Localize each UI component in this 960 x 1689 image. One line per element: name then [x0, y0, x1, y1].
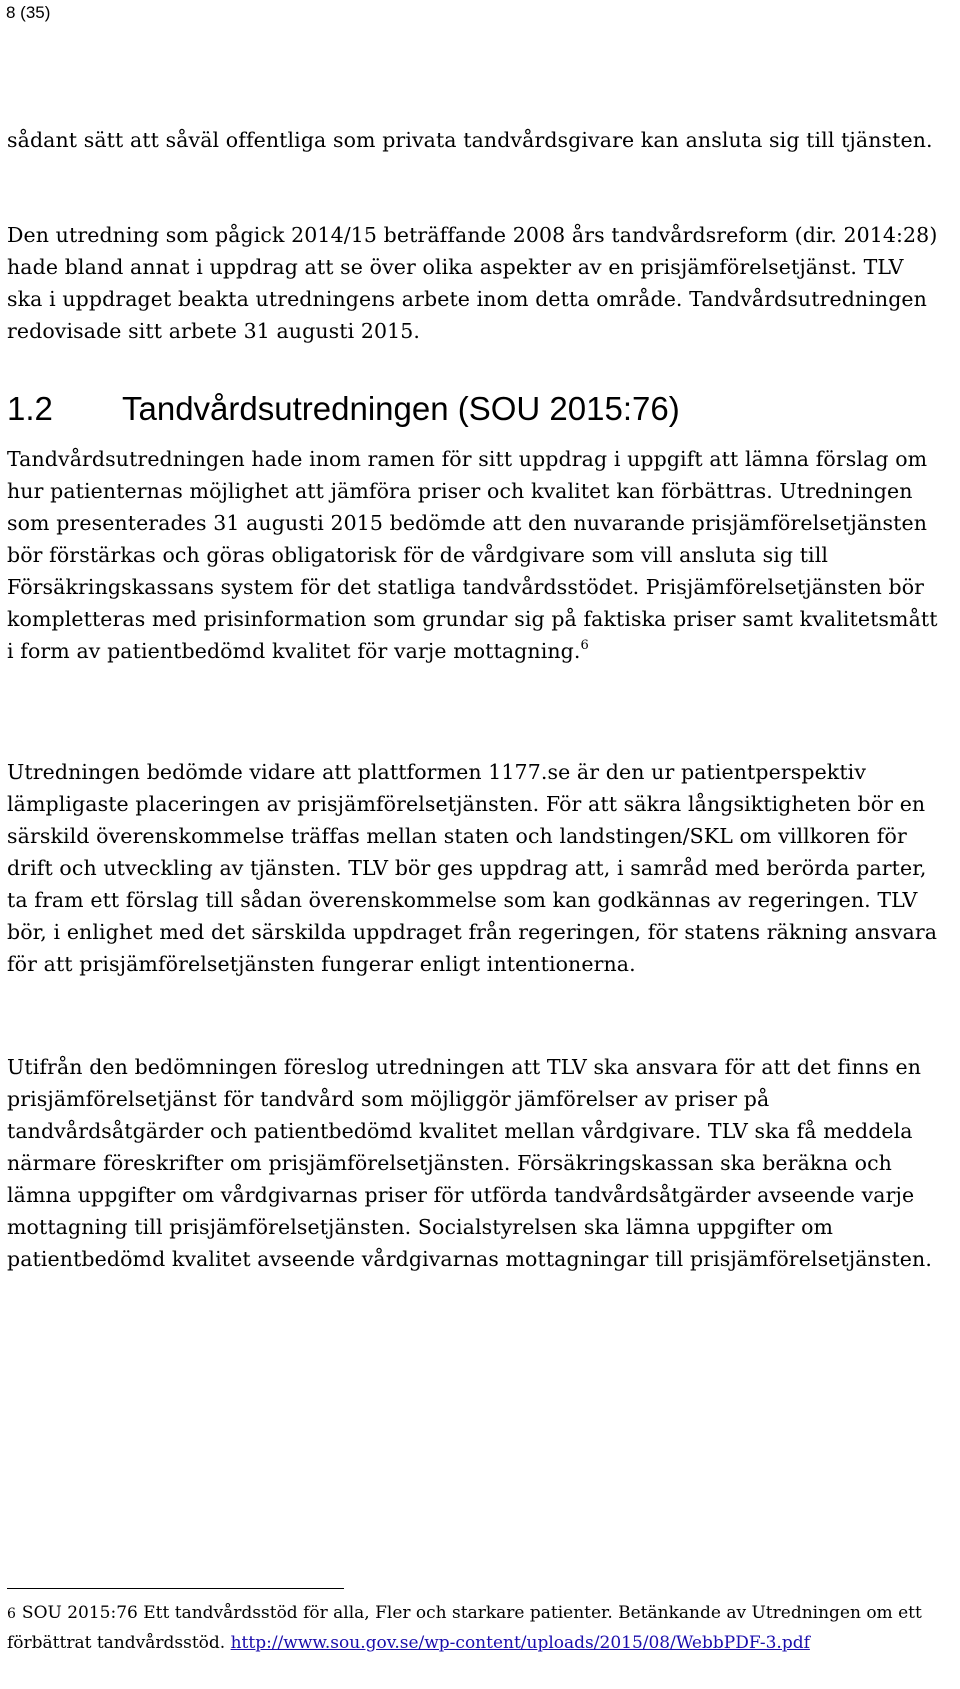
paragraph-platform: Utredningen bedömde vidare att plattformen 1177.se är den ur patientperspektiv lämpligaste placeringen av prisjämförelsetjänsten. För att säkra långsiktigheten bör en särskild överenskommelse träffas mellan staten och landstingen/SKL om villkoren för drift och utveckling av tjänsten. TLV bör ges uppdrag att, i samråd med berörda parter, ta fram ett förslag till sådan överenskommelse som kan godkännas av regeringen. TLV bör, i enlighet med det särskilda uppdraget från regeringen, för statens räkning ansvara för att prisjämförelsetjänsten fungerar enligt intentionerna.	[7, 760, 938, 976]
footnote	[7, 1599, 942, 1658]
paragraph-responsibility: Utifrån den bedömningen föreslog utredningen att TLV ska ansvara för att det finns en prisjämförelsetjänst för tandvård som möjliggör jämförelser av priser på tandvårdsåtgärder och patientbedömd kvalitet mellan vårdgivare. TLV ska få meddela närmare föreskrifter om prisjämförelsetjänsten. Försäkringskassan ska beräkna och lämna uppgifter om vårdgivarnas priser för utförda tandvårdsåtgärder avseende varje mottagning till prisjämförelsetjänsten. Socialstyrelsen ska lämna uppgifter om patientbedömd kvalitet avseende vårdgivarnas mottagningar till prisjämförelsetjänsten.	[7, 1055, 932, 1271]
paragraph-proposal-text: Tandvårdsutredningen hade inom ramen för sitt uppdrag i uppgift att lämna förslag om hur patienternas möjlighet att jämföra priser och kvalitet kan förbättras. Utredningen som presenterades 31 augusti 2015 bedömde att den nuvarande prisjämförelsetjänsten bör förstärkas och göras obligatorisk för de vårdgivare som vill ansluta sig till Försäkringskassans system för det statliga tandvårdsstödet. Prisjämförelsetjänsten bör kompletteras med prisinformation som grundar sig på faktiska priser samt kvalitetsmått i form av patientbedömd kvalitet för varje mottagning.	[7, 447, 938, 663]
paragraph-continuation: sådant sätt att såväl offentliga som privata tandvårdsgivare kan ansluta sig till tjänsten.	[7, 128, 933, 152]
footnote-reference[interactable]: 6	[580, 638, 589, 653]
paragraph-investigation: Den utredning som pågick 2014/15 beträffande 2008 års tandvårdsreform (dir. 2014:28) hade bland annat i uppdrag att se över olika aspekter av en prisjämförelsetjänst. TLV ska i uppdraget beakta utredningens arbete inom detta område. Tandvårdsutredningen redovisade sitt arbete 31 augusti 2015.	[7, 223, 938, 343]
page-number: 8 (35)	[6, 3, 51, 22]
section-number: 1.2	[7, 390, 53, 427]
section-title: Tandvårdsutredningen (SOU 2015:76)	[122, 390, 680, 427]
section-heading	[7, 387, 680, 431]
footnote-number: 6	[7, 1606, 16, 1622]
footnote-link[interactable]: http://www.sou.gov.se/wp-content/uploads/2015/08/WebbPDF-3.pdf	[230, 1633, 810, 1653]
footnote-text: SOU 2015:76 Ett tandvårdsstöd för alla, Fler och starkare patienter. Betänkande av Utredningen om ett förbättrat tandvårdsstöd.	[7, 1603, 922, 1653]
paragraph-proposal	[7, 443, 942, 667]
footnote-divider	[7, 1588, 344, 1589]
